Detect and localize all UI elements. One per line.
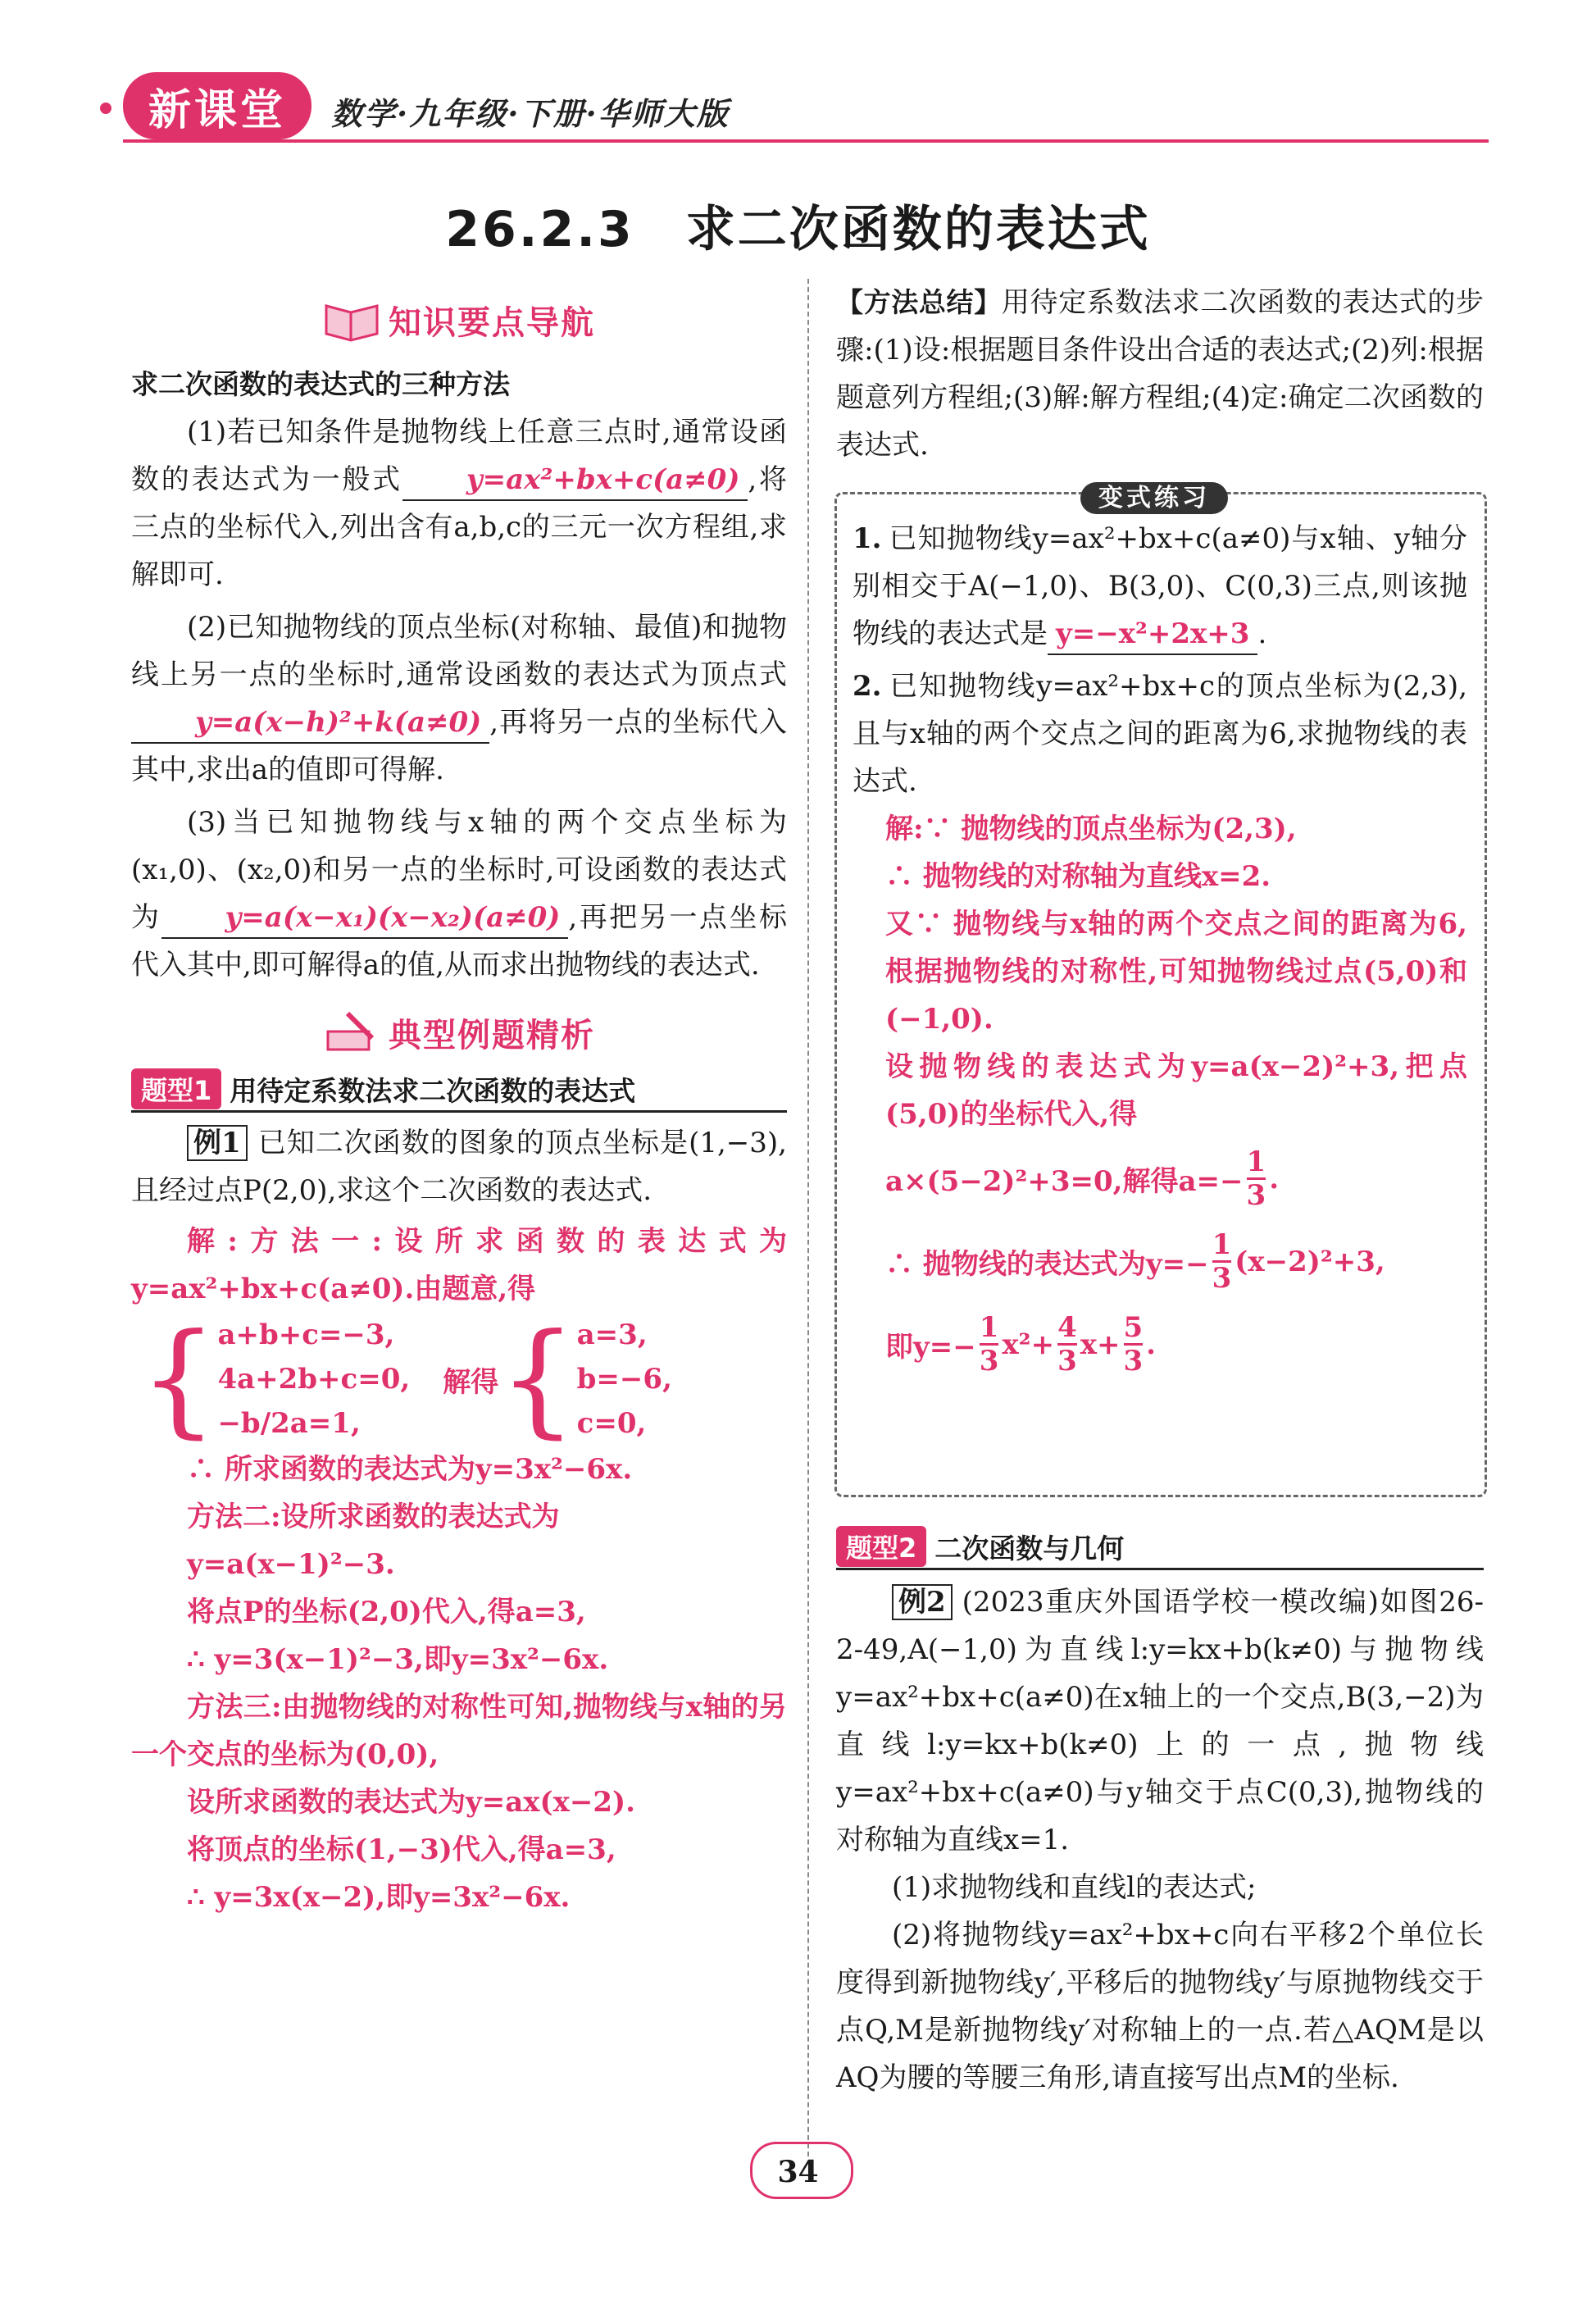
sol-line: 方法三:由抛物线的对称性可知,抛物线与x轴的另一个交点的坐标为(0,0), <box>131 1691 787 1771</box>
practice-pill: 变式练习 <box>1080 482 1228 514</box>
fraction: $\frac{1}{3}$ <box>979 1311 999 1378</box>
system-left: a+b+c=−3, 4a+2b+c=0, −b/2a=1, <box>217 1318 411 1440</box>
section-title: 26.2.3 求二次函数的表达式 <box>445 201 1151 258</box>
example2-q1: (1)求抛物线和直线l的表达式; <box>892 1871 1257 1904</box>
sol-line: 将点P的坐标(2,0)代入,得a=3, <box>187 1596 586 1628</box>
q2-sol-line: ∴ 抛物线的对称轴为直线x=2. <box>885 860 1271 893</box>
book-icon <box>323 298 380 342</box>
system-right: a=3, b=−6, c=0, <box>576 1318 672 1440</box>
brand-logo: 新课堂 <box>123 72 311 139</box>
pencil-book-icon <box>323 1010 380 1054</box>
type1-tag: 题型1 <box>131 1068 221 1109</box>
sol-line: 设所求函数的表达式为y=ax(x−2). <box>187 1786 635 1819</box>
page-number: 34 <box>777 2155 819 2189</box>
q2-eq1: a×(5−2)²+3=0,解得a=− $\frac{1}{3}$ . <box>885 1145 1280 1212</box>
sol-line: 将顶点的坐标(1,−3)代入,得a=3, <box>187 1833 616 1866</box>
examples-banner <box>131 1004 787 1061</box>
knowledge-p2: (2)已知抛物线的顶点坐标(对称轴、最值)和抛物线上另一点的坐标时,通常设函数的表达式为顶点式y=a(x−h)²+k(a≠0) ,再将另一点的坐标代入其中,求出a的值即可得解. <box>131 611 787 786</box>
type2-heading <box>836 1525 1484 1570</box>
practice-content <box>853 515 1467 1377</box>
example1: 例1 已知二次函数的图象的顶点坐标是(1,−3),且经过点P(2,0),求这个二次函数的表达式. <box>131 1127 787 1207</box>
sol-line: ∴ 所求函数的表达式为y=3x²−6x. <box>187 1453 633 1486</box>
type2-tag: 题型2 <box>836 1526 926 1567</box>
column-divider <box>807 279 811 2156</box>
solve-word: 解得 <box>443 1365 499 1399</box>
knowledge-p3: (3)当已知抛物线与x轴的两个交点坐标为(x₁,0)、(x₂,0)和另一点的坐标时,可设函数的表达式为 y=a(x−x₁)(x−x₂)(a≠0) ,再把另一点坐标代入其中,即可解得a的值,从而求出抛物线的表达式. <box>131 806 787 981</box>
left-brace: { <box>139 1308 218 1451</box>
fraction: $\frac{4}{3}$ <box>1057 1311 1077 1378</box>
header-subtitle: 数学·九年级·下册·华师大版 <box>331 95 730 132</box>
sol-line: ∴ y=3(x−1)²−3,即y=3x²−6x. <box>187 1643 609 1676</box>
knowledge-p1: (1)若已知条件是抛物线上任意三点时,通常设函数的表达式为一般式 y=ax²+bx+c(a≠0) ,将三点的坐标代入,列出含有a,b,c的三元一次方程组,求解即可. <box>131 416 787 591</box>
header-rule <box>123 139 1489 143</box>
knowledge-banner <box>131 291 787 348</box>
answer-vertex-form: y=a(x−h)²+k(a≠0) <box>131 703 489 744</box>
knowledge-heading: 求二次函数的表达式的三种方法 <box>131 368 510 400</box>
q2-sol-line: 解:∵ 抛物线的顶点坐标为(2,3), <box>885 813 1297 845</box>
sol-method1-intro: 解:方法一:设所求函数的表达式为y=ax²+bx+c(a≠0).由题意,得 <box>131 1225 787 1305</box>
examples-banner-text: 典型例题精析 <box>389 1016 595 1054</box>
practice-q1: 1. 已知抛物线y=ax²+bx+c(a≠0)与x轴、y轴分别相交于A(−1,0)、B(3,0)、C(0,3)三点,则该抛物线的表达式是 y=−x²+2x+3 . <box>853 515 1467 658</box>
answer-intercept-form: y=a(x−x₁)(x−x₂)(a≠0) <box>161 898 569 939</box>
sol-line: y=a(x−1)²−3. <box>187 1548 395 1581</box>
q2-sol-line: 又∵ 抛物线与x轴的两个交点之间的距离为6,根据抛物线的对称性,可知抛物线过点(5,0)和(−1,0). <box>885 908 1467 1036</box>
example1-label: 例1 <box>187 1125 248 1161</box>
type1-title: 用待定系数法求二次函数的表达式 <box>230 1074 636 1107</box>
type2-section <box>836 1525 1484 2102</box>
right-brace: { <box>498 1308 577 1451</box>
sol-line: ∴ y=3x(x−2),即y=3x²−6x. <box>187 1881 571 1914</box>
answer-general-form: y=ax²+bx+c(a≠0) <box>402 460 748 501</box>
q2-eq2: ∴ 抛物线的表达式为y=− $\frac{1}{3}$ (x−2)²+3, <box>885 1228 1385 1295</box>
knowledge-banner-text: 知识要点导航 <box>389 303 595 342</box>
example2-label: 例2 <box>892 1584 953 1620</box>
fraction: $\frac{5}{3}$ <box>1123 1311 1144 1378</box>
method-summary: 【方法总结】用待定系数法求二次函数的表达式的步骤:(1)设:根据题目条件设出合适的表达式;(2)列:根据题意列方程组;(3)解:解方程组;(4)定:确定二次函数的表达式. <box>836 286 1485 462</box>
left-column <box>131 291 787 1921</box>
practice-pill-wrap <box>1080 477 1228 513</box>
sol-line: 方法二:设所求函数的表达式为 <box>187 1501 560 1533</box>
fraction: $\frac{1}{3}$ <box>1212 1228 1232 1295</box>
example2: 例2 (2023重庆外国语学校一模改编)如图26-2-49,A(−1,0)为直线l:y=kx+b(k≠0)与抛物线y=ax²+bx+c(a≠0)在x轴上的一个交点,B(3,−2)为直线l:y=kx+b(k≠0)上的一点,抛物线y=ax²+bx+c(a≠0)与y轴交于点C(0,3),抛物线的对称轴为直线x=1. <box>836 1586 1484 1856</box>
practice-q2: 2. 已知抛物线y=ax²+bx+c的顶点坐标为(2,3),且与x轴的两个交点之间的距离为6,求抛物线的表达式. <box>853 670 1467 798</box>
practice-q1-answer: y=−x²+2x+3 <box>1048 614 1257 655</box>
q2-sol-line: 设抛物线的表达式为y=a(x−2)²+3,把点(5,0)的坐标代入,得 <box>885 1050 1467 1131</box>
fraction: $\frac{1}{3}$ <box>1246 1145 1266 1212</box>
type1-heading <box>131 1068 787 1113</box>
method-summary-label: 【方法总结】 <box>836 286 1002 318</box>
equation-system <box>131 1308 787 1451</box>
brand-dot <box>100 102 111 114</box>
example2-q2: (2)将抛物线y=ax²+bx+c向右平移2个单位长度得到新抛物线y′,平移后的抛物线y′与原抛物线交于点Q,M是新抛物线y′对称轴上的一点.若△AQM是以AQ为腰的等腰三角形,请直接写出点M的坐标. <box>836 1919 1484 2094</box>
type2-title: 二次函数与几何 <box>934 1532 1125 1564</box>
q2-eq3: 即y=− $\frac{1}{3}$ x²+ $\frac{4}{3}$ x+ $\frac{5}{3}$ . <box>885 1311 1157 1378</box>
